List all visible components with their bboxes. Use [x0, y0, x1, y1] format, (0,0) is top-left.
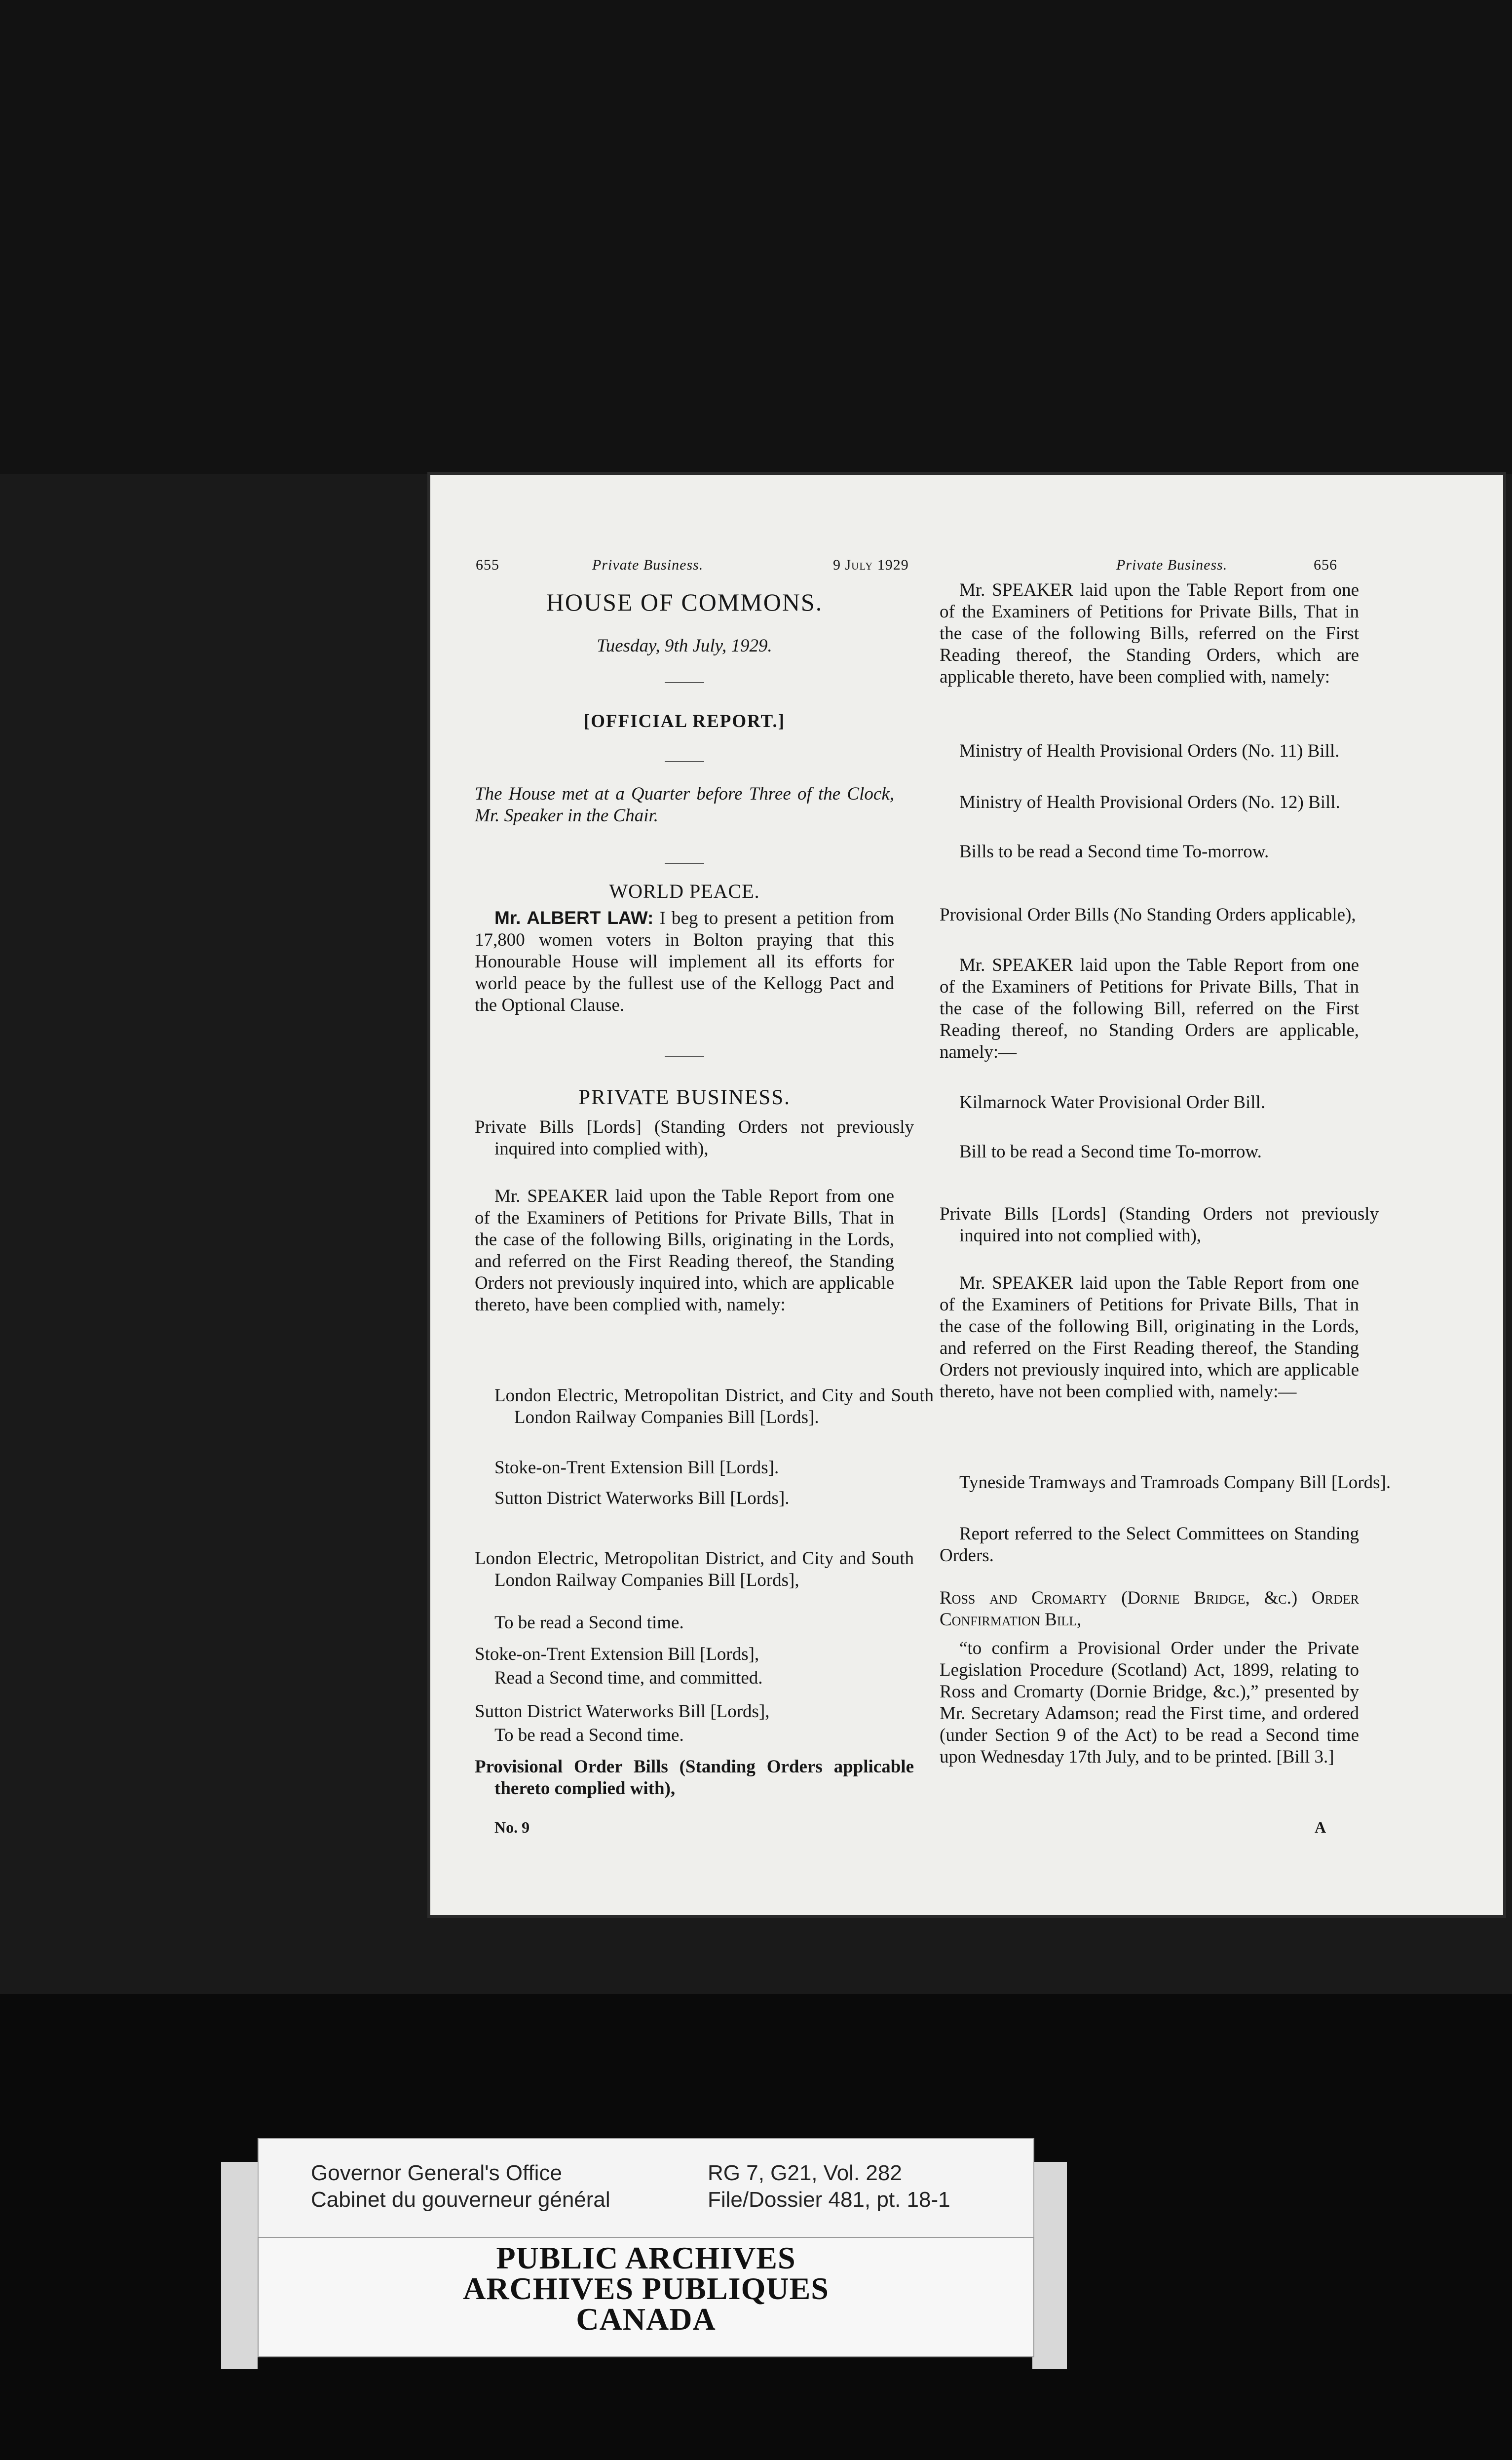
- resolution-london-electric: London Electric, Metropolitan District, and City and South London Railway Companies Bill [Lords],: [475, 1548, 914, 1590]
- resolution-stoke: Stoke-on-Trent Extension Bill [Lords],: [475, 1644, 759, 1664]
- bill-london-electric: London Electric, Metropolitan District, and City and South London Railway Companies Bill [Lords].: [494, 1385, 934, 1427]
- speaker-report-2: Mr. SPEAKER laid upon the Table Report from one of the Examiners of Petitions for Private Bills, That in the case of the following Bills, referred on the First Reading thereof, the Standing Orders, which are applicable thereto, have been complied with, namely:: [940, 580, 1359, 687]
- chair-statement: The House met at a Quarter before Three of the Clock, Mr. Speaker in the Chair.: [475, 784, 894, 826]
- divider: [665, 682, 704, 683]
- record-group-reference: RG 7, G21, Vol. 282: [708, 2161, 902, 2185]
- resolution-london-electric-action: To be read a Second time.: [494, 1613, 684, 1633]
- top-dark-band: [0, 0, 1512, 474]
- world-peace-petition: [475, 907, 894, 1016]
- public-archives-stamp: [258, 2237, 1034, 2357]
- bill-ministry-health-12: Ministry of Health Provisional Orders (No. 12) Bill.: [959, 792, 1340, 812]
- right-section-title: Private Business.: [1116, 557, 1228, 573]
- bill-stoke-on-trent: Stoke-on-Trent Extension Bill [Lords].: [494, 1458, 779, 1478]
- stamp-line-2: ARCHIVES PUBLIQUES: [463, 2271, 829, 2306]
- bill-sutton-waterworks: Sutton District Waterworks Bill [Lords].: [494, 1488, 790, 1508]
- private-bills-not-complied-intro: Private Bills [Lords] (Standing Orders not previously inquired into not complied with),: [940, 1204, 1379, 1246]
- ross-cromarty-text: “to confirm a Provisional Order under the Private Legislation Procedure (Scotland) Act, 1899, relating to Ross and Cromarty (Dornie Bridge, &c.),” presented by Mr. Secretary Adamson; read the First time, and ordered (under Section 9 of the Act) to be read a Second time upon Wednesday 17th July, and to be printed. [Bill 3.]: [940, 1638, 1359, 1767]
- sitting-date: Tuesday, 9th July, 1929.: [597, 636, 772, 656]
- sheet-number: No. 9: [494, 1818, 530, 1836]
- private-business-heading: PRIVATE BUSINESS.: [578, 1086, 791, 1109]
- house-title: HOUSE OF COMMONS.: [546, 588, 823, 616]
- provisional-order-no-standing: Provisional Order Bills (No Standing Orders applicable),: [940, 905, 1356, 925]
- petition-text: I beg to present a petition from 17,800 women voters in Bolton praying that this Honourable House will implement all its efforts for world peace by the fullest use of the Kellogg Pact and the Optional Clause.: [475, 908, 894, 1015]
- signature-letter: A: [1315, 1818, 1326, 1836]
- label-tab-right: [1032, 2162, 1067, 2369]
- divider: [665, 1056, 704, 1057]
- right-page-number: 656: [1314, 557, 1337, 573]
- speaker-name: Mr. ALBERT LAW:: [494, 908, 654, 928]
- world-peace-heading: WORLD PEACE.: [609, 880, 760, 902]
- stamp-line-1: PUBLIC ARCHIVES: [496, 2240, 796, 2275]
- resolution-tyneside: Report referred to the Select Committees on Standing Orders.: [940, 1524, 1359, 1566]
- private-bills-lords-intro: Private Bills [Lords] (Standing Orders not previously inquired into complied with),: [475, 1117, 914, 1159]
- divider: [665, 761, 704, 762]
- bill-kilmarnock-water: Kilmarnock Water Provisional Order Bill.: [959, 1092, 1266, 1113]
- header-date: 9 July 1929: [833, 557, 909, 573]
- resolution-kilmarnock: Bill to be read a Second time To-morrow.: [959, 1142, 1262, 1162]
- file-reference: File/Dossier 481, pt. 18-1: [708, 2188, 950, 2212]
- resolution-sutton-action: To be read a Second time.: [494, 1725, 684, 1745]
- bill-tyneside-tramways: Tyneside Tramways and Tramroads Company Bill [Lords].: [959, 1472, 1391, 1493]
- office-french: Cabinet du gouverneur général: [311, 2188, 610, 2212]
- speaker-report-1: Mr. SPEAKER laid upon the Table Report from one of the Examiners of Petitions for Private Bills, That in the case of the following Bills, originating in the Lords, and referred on the First Reading thereof, the Standing Orders not previously inquired into, which are applicable thereto, have been complied with, namely:: [475, 1186, 894, 1315]
- resolution-stoke-action: Read a Second time, and committed.: [494, 1668, 763, 1688]
- office-english: Governor General's Office: [311, 2161, 562, 2185]
- provisional-order-bills-heading: Provisional Order Bills (Standing Orders applicable thereto complied with),: [475, 1757, 914, 1799]
- label-tab-left: [221, 2162, 258, 2369]
- stamp-line-3: CANADA: [576, 2302, 716, 2337]
- bill-ministry-health-11: Ministry of Health Provisional Orders (No. 11) Bill.: [959, 741, 1340, 761]
- official-report-heading: [OFFICIAL REPORT.]: [583, 711, 786, 731]
- left-page-number: 655: [476, 557, 499, 573]
- divider: [665, 863, 704, 864]
- speaker-report-4: Mr. SPEAKER laid upon the Table Report from one of the Examiners of Petitions for Private Bills, That in the case of the following Bill, originating in the Lords, and referred on the First Reading thereof, the Standing Orders not previously inquired into, which are applicable thereto, have not been complied with, namely:—: [940, 1273, 1359, 1402]
- resolution-ministry-bills: Bills to be read a Second time To-morrow.: [959, 842, 1269, 862]
- speaker-report-3: Mr. SPEAKER laid upon the Table Report from one of the Examiners of Petitions for Private Bills, That in the case of the following Bill, referred on the First Reading thereof, no Standing Orders are applicable, namely:—: [940, 955, 1359, 1062]
- archive-reference-label: [258, 2138, 1034, 2239]
- ross-cromarty-heading: Ross and Cromarty (Dornie Bridge, &c.) Order Confirmation Bill,: [940, 1588, 1359, 1630]
- document-page: [430, 475, 1503, 1915]
- resolution-sutton: Sutton District Waterworks Bill [Lords],: [475, 1701, 770, 1722]
- left-section-title: Private Business.: [592, 557, 704, 573]
